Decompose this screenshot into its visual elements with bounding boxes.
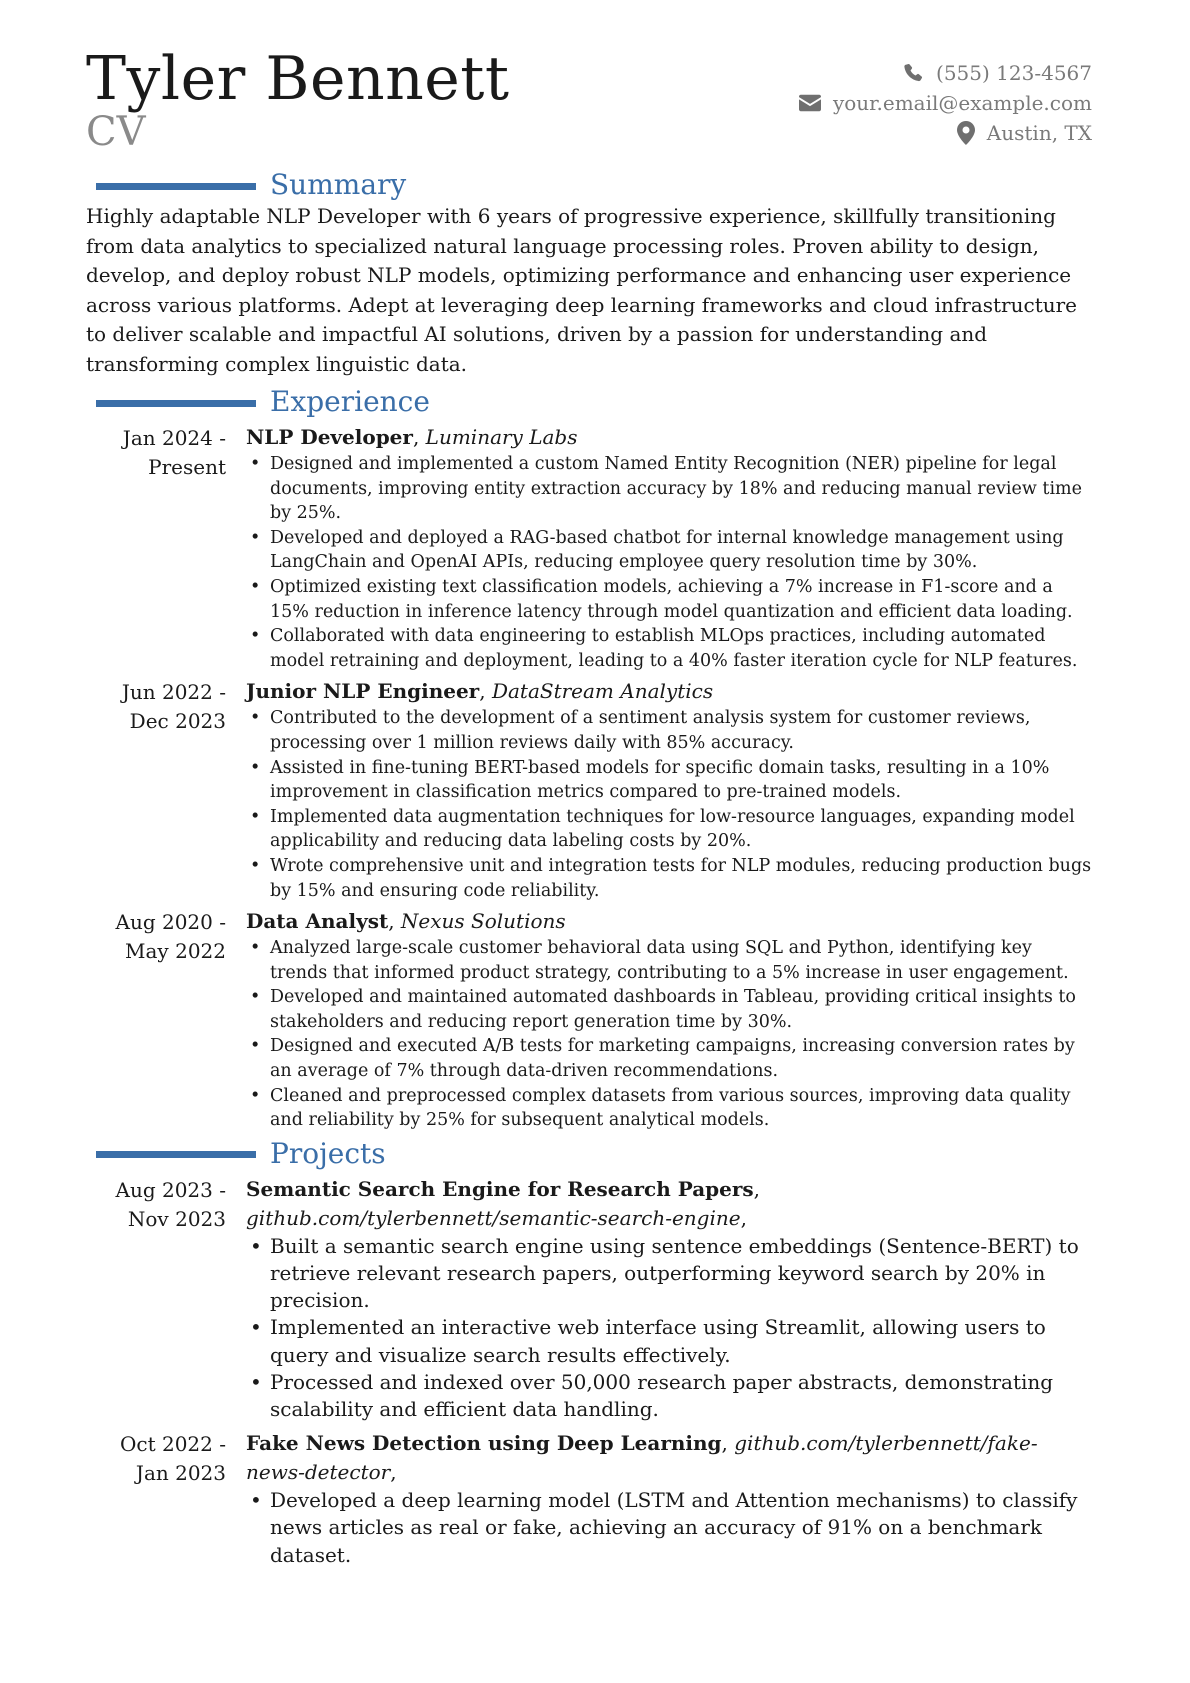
- entry-date: Aug 2020 - May 2022: [115, 910, 226, 964]
- contact-location: [799, 118, 1092, 148]
- contact-phone: [799, 58, 1092, 88]
- list-item: • Designed and executed A/B tests for marketing campaigns, increasing conversion rates by an average of 7% through data-driven recommendations.: [270, 1034, 1092, 1083]
- entry-body: [246, 1175, 1092, 1423]
- experience-entry: [86, 677, 1092, 903]
- section-rule: [96, 183, 256, 190]
- job-company: Nexus Solutions: [400, 909, 566, 934]
- project-entry: [86, 1429, 1092, 1569]
- entry-date: Oct 2022 - Jan 2023: [119, 1432, 226, 1486]
- entry-bullets: [246, 452, 1092, 673]
- summary-heading: [86, 168, 1092, 202]
- experience-title: Experience: [270, 385, 430, 418]
- list-item: • Wrote comprehensive unit and integration tests for NLP modules, reducing production bugs by 15% and ensuring code reliability.: [270, 854, 1092, 903]
- list-item: • Implemented data augmentation techniques for low-resource languages, expanding model applicability and reducing data labeling costs by 20%.: [270, 805, 1092, 854]
- entry-title: Data Analyst, Nexus Solutions: [246, 909, 566, 934]
- phone-number: (555) 123-4567: [936, 61, 1092, 85]
- list-item: • Built a semantic search engine using sentence embeddings (Sentence-BERT) to retrieve relevant research papers, outperforming keyword search by 20% in precision.: [270, 1233, 1092, 1315]
- summary-title: Summary: [270, 168, 407, 201]
- envelope-icon: [799, 94, 821, 112]
- contact-block: [799, 58, 1092, 148]
- project-entry: [86, 1175, 1092, 1423]
- list-item: • Developed and maintained automated dashboards in Tableau, providing critical insights to stakeholders and reducing report generation time by 30%.: [270, 985, 1092, 1034]
- candidate-name: Tyler Bennett: [86, 44, 510, 114]
- job-company: Luminary Labs: [425, 425, 578, 449]
- list-item: • Cleaned and preprocessed complex datasets from various sources, improving data quality and reliability by 25% for subsequent analytical models.: [270, 1084, 1092, 1133]
- job-company: DataStream Analytics: [491, 679, 714, 704]
- list-item: • Assisted in fine-tuning BERT-based models for specific domain tasks, resulting in a 10% improvement in classification metrics compared to pre-trained models.: [270, 756, 1092, 805]
- entry-body: [246, 677, 1092, 903]
- entry-title: Semantic Search Engine for Research Papers, github.com/tylerbennett/semantic-search-engine,: [246, 1176, 761, 1230]
- project-name: Fake News Detection using Deep Learning: [246, 1431, 722, 1456]
- project-link[interactable]: github.com/tylerbennett/semantic-search-engine: [246, 1205, 741, 1230]
- list-item: • Collaborated with data engineering to establish MLOps practices, including automated model retraining and deployment, leading to a 40% faster iteration cycle for NLP features.: [270, 624, 1092, 673]
- list-item: • Processed and indexed over 50,000 research paper abstracts, demonstrating scalability and efficient data handling.: [270, 1369, 1092, 1423]
- list-item: • Implemented an interactive web interface using Streamlit, allowing users to query and visualize search results effectively.: [270, 1314, 1092, 1368]
- entry-body: [246, 907, 1092, 1133]
- location-text: Austin, TX: [986, 121, 1092, 145]
- cv-header: [86, 44, 1092, 168]
- entry-bullets: [246, 706, 1092, 903]
- entry-title: Fake News Detection using Deep Learning, github.com/tylerbennett/fake-news-detector,: [246, 1431, 1038, 1485]
- entry-bullets: [246, 1487, 1092, 1569]
- document-subtitle: CV: [86, 109, 146, 155]
- phone-icon: [902, 62, 924, 84]
- entry-date: Jun 2022 - Dec 2023: [121, 680, 226, 734]
- experience-entry: [86, 423, 1092, 673]
- list-item: • Optimized existing text classification models, achieving a 7% increase in F1-score and a 15% reduction in inference latency through model quantization and efficient data loading.: [270, 575, 1092, 624]
- job-role: NLP Developer: [246, 425, 413, 449]
- projects-heading: [86, 1137, 1092, 1171]
- job-role: Data Analyst: [246, 909, 389, 934]
- entry-body: [246, 423, 1092, 673]
- entry-date: Aug 2023 - Nov 2023: [115, 1177, 226, 1231]
- list-item: • Designed and implemented a custom Named Entity Recognition (NER) pipeline for legal documents, improving entity extraction accuracy by 18% and reducing manual review time by 25%.: [270, 452, 1092, 526]
- job-role: Junior NLP Engineer: [246, 679, 480, 704]
- projects-title: Projects: [270, 1136, 386, 1170]
- section-rule: [96, 1151, 256, 1158]
- project-name: Semantic Search Engine for Research Papers: [246, 1176, 754, 1201]
- section-rule: [96, 400, 256, 407]
- entry-bullets: [246, 1233, 1092, 1423]
- entry-title: Junior NLP Engineer, DataStream Analytics: [246, 679, 714, 704]
- entry-date: Jan 2024 - Present: [122, 426, 226, 479]
- map-pin-icon: [957, 121, 975, 145]
- list-item: • Contributed to the development of a sentiment analysis system for customer reviews, processing over 1 million reviews daily with 85% accuracy.: [270, 706, 1092, 755]
- entry-body: [246, 1429, 1092, 1569]
- entry-bullets: [246, 936, 1092, 1133]
- entry-title: NLP Developer, Luminary Labs: [246, 425, 578, 449]
- list-item: • Analyzed large-scale customer behavioral data using SQL and Python, identifying key trends that informed product strategy, contributing to a 5% increase in user engagement.: [270, 936, 1092, 985]
- list-item: • Developed and deployed a RAG-based chatbot for internal knowledge management using LangChain and OpenAI APIs, reducing employee query resolution time by 30%.: [270, 526, 1092, 575]
- summary-text: Highly adaptable NLP Developer with 6 years of progressive experience, skillfully transitioning from data analytics to specialized natural language processing roles. Proven ability to design, develop, and deploy robust NLP models, optimizing performance and enhancing user experience across various platforms. Adept at leveraging deep learning frameworks and cloud infrastructure to deliver scalable and impactful AI solutions, driven by a passion for understanding and transforming complex linguistic data.: [86, 204, 1078, 376]
- list-item: • Developed a deep learning model (LSTM and Attention mechanisms) to classify news articles as real or fake, achieving an accuracy of 91% on a benchmark dataset.: [270, 1487, 1092, 1569]
- project-link[interactable]: github.com/tylerbennett/fake-news-detector: [246, 1431, 1038, 1485]
- experience-entry: [86, 907, 1092, 1133]
- contact-email: [799, 88, 1092, 118]
- experience-heading: [86, 385, 1092, 419]
- email-link[interactable]: your.email@example.com: [832, 91, 1092, 115]
